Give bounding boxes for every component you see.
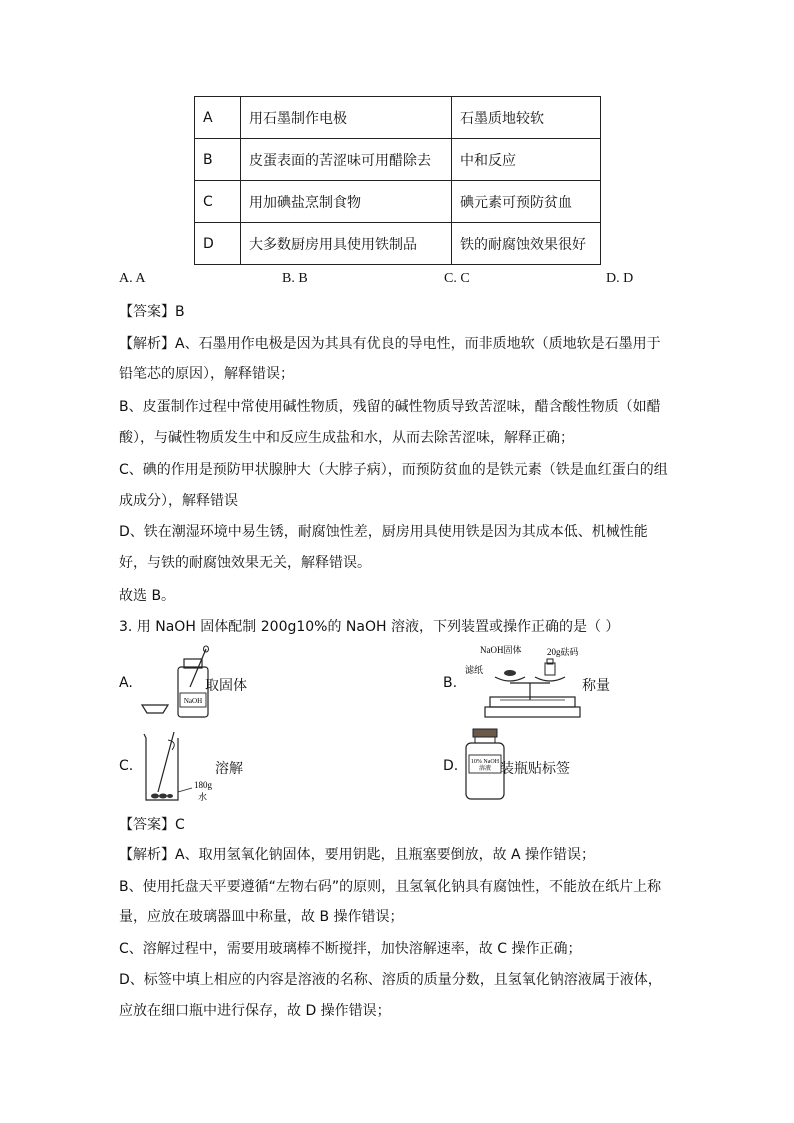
- q2-analysis-line: 酸），与碱性物质发生中和反应生成盐和水，从而去除苦涩味，解释正确；: [119, 430, 574, 446]
- q2-analysis-line: D、铁在潮湿环境中易生锈，耐腐蚀性差，厨房用具使用铁是因为其成本低、机械性能: [119, 524, 648, 540]
- row-fact: 皮蛋表面的苦涩味可用醋除去: [241, 139, 452, 181]
- option-b-letter: B.: [443, 675, 458, 691]
- q3-analysis-line: 【解析】A、取用氢氧化钠固体，要用钥匙，且瓶塞要倒放，故 A 操作错误；: [119, 847, 596, 863]
- q2-analysis-line: 成成分），解释错误: [119, 493, 238, 509]
- q2-analysis-line: B、皮蛋制作过程中常使用碱性物质，残留的碱性物质导致苦涩味，醋含酸性物质（如醋: [119, 399, 661, 415]
- table-row: [195, 181, 601, 223]
- q2-answer: 【答案】B: [119, 304, 185, 320]
- row-fact: 用石墨制作电极: [241, 97, 452, 139]
- choice-d: D. D: [606, 271, 634, 286]
- weight-label: 20g砝码: [547, 647, 579, 657]
- table-row: [195, 223, 601, 265]
- q3-analysis-line: C、溶解过程中，需要用玻璃棒不断搅拌，加快溶解速率，故 C 操作正确；: [119, 941, 582, 957]
- option-c-letter: C.: [119, 758, 134, 774]
- tag-line2: 溶液: [478, 766, 492, 772]
- option-a-letter: A.: [119, 675, 133, 691]
- water-amount-label: 180g: [194, 780, 212, 790]
- row-letter: C: [195, 181, 241, 223]
- option-d-caption: 装瓶贴标签: [500, 761, 570, 777]
- row-reason: 中和反应: [452, 139, 601, 181]
- row-reason: 石墨质地较软: [452, 97, 601, 139]
- row-reason: 碘元素可预防贫血: [452, 181, 601, 223]
- choice-c: C. C: [444, 271, 470, 286]
- q3-analysis-line: D、标签中填上相应的内容是溶液的名称、溶质的质量分数，且氢氧化钠溶液属于液体，: [119, 972, 662, 988]
- choice-a: A. A: [119, 271, 146, 286]
- filter-paper-label: 滤纸: [465, 665, 484, 675]
- q2-analysis-line: 【解析】A、石墨用作电极是因为其具有优良的导电性，而非质地软（质地软是石墨用于: [119, 336, 661, 352]
- option-a-caption: 取固体: [205, 678, 247, 694]
- row-fact: 大多数厨房用具使用铁制品: [241, 223, 452, 265]
- tag-line1: 10% NaOH: [470, 759, 500, 765]
- choice-b: B. B: [282, 271, 308, 286]
- option-d-letter: D.: [443, 758, 459, 774]
- water-label: 水: [198, 792, 208, 802]
- option-c-caption: 溶解: [215, 761, 243, 777]
- q3-analysis-line: 应放在细口瓶中进行保存，故 D 操作错误；: [119, 1003, 391, 1019]
- table-row: [195, 139, 601, 181]
- row-letter: B: [195, 139, 241, 181]
- balance-figure: [465, 645, 583, 725]
- row-fact: 用加碘盐烹制食物: [241, 181, 452, 223]
- row-reason: 铁的耐腐蚀效果很好: [452, 223, 601, 265]
- row-letter: D: [195, 223, 241, 265]
- q2-analysis-line: C、碘的作用是预防甲状腺肿大（大脖子病），而预防贫血的是铁元素（铁是血红蛋白的组: [119, 462, 668, 478]
- naoh-solid-label: NaOH固体: [480, 645, 522, 655]
- table-row: [195, 97, 601, 139]
- q3-analysis-line: B、使用托盘天平要遵循“左物右码”的原则，且氢氧化钠具有腐蚀性，不能放在纸片上称: [119, 879, 662, 895]
- row-letter: A: [195, 97, 241, 139]
- q3-answer: 【答案】C: [119, 817, 185, 833]
- options-table: [194, 96, 601, 265]
- q3-stem: 3. 用 NaOH 固体配制 200g10%的 NaOH 溶液，下列装置或操作正确的是（ ）: [119, 619, 620, 635]
- q2-analysis-line: 好，与铁的耐腐蚀效果无关，解释错误。: [119, 555, 371, 571]
- q2-conclusion: 故选 B。: [119, 588, 176, 604]
- q2-analysis-line: 铅笔芯的原因），解释错误；: [119, 366, 294, 382]
- option-b-caption: 称量: [582, 678, 610, 694]
- q3-analysis-line: 量，应放在玻璃器皿中称量，故 B 操作错误；: [119, 909, 404, 925]
- bottle-label: NaOH: [183, 697, 203, 705]
